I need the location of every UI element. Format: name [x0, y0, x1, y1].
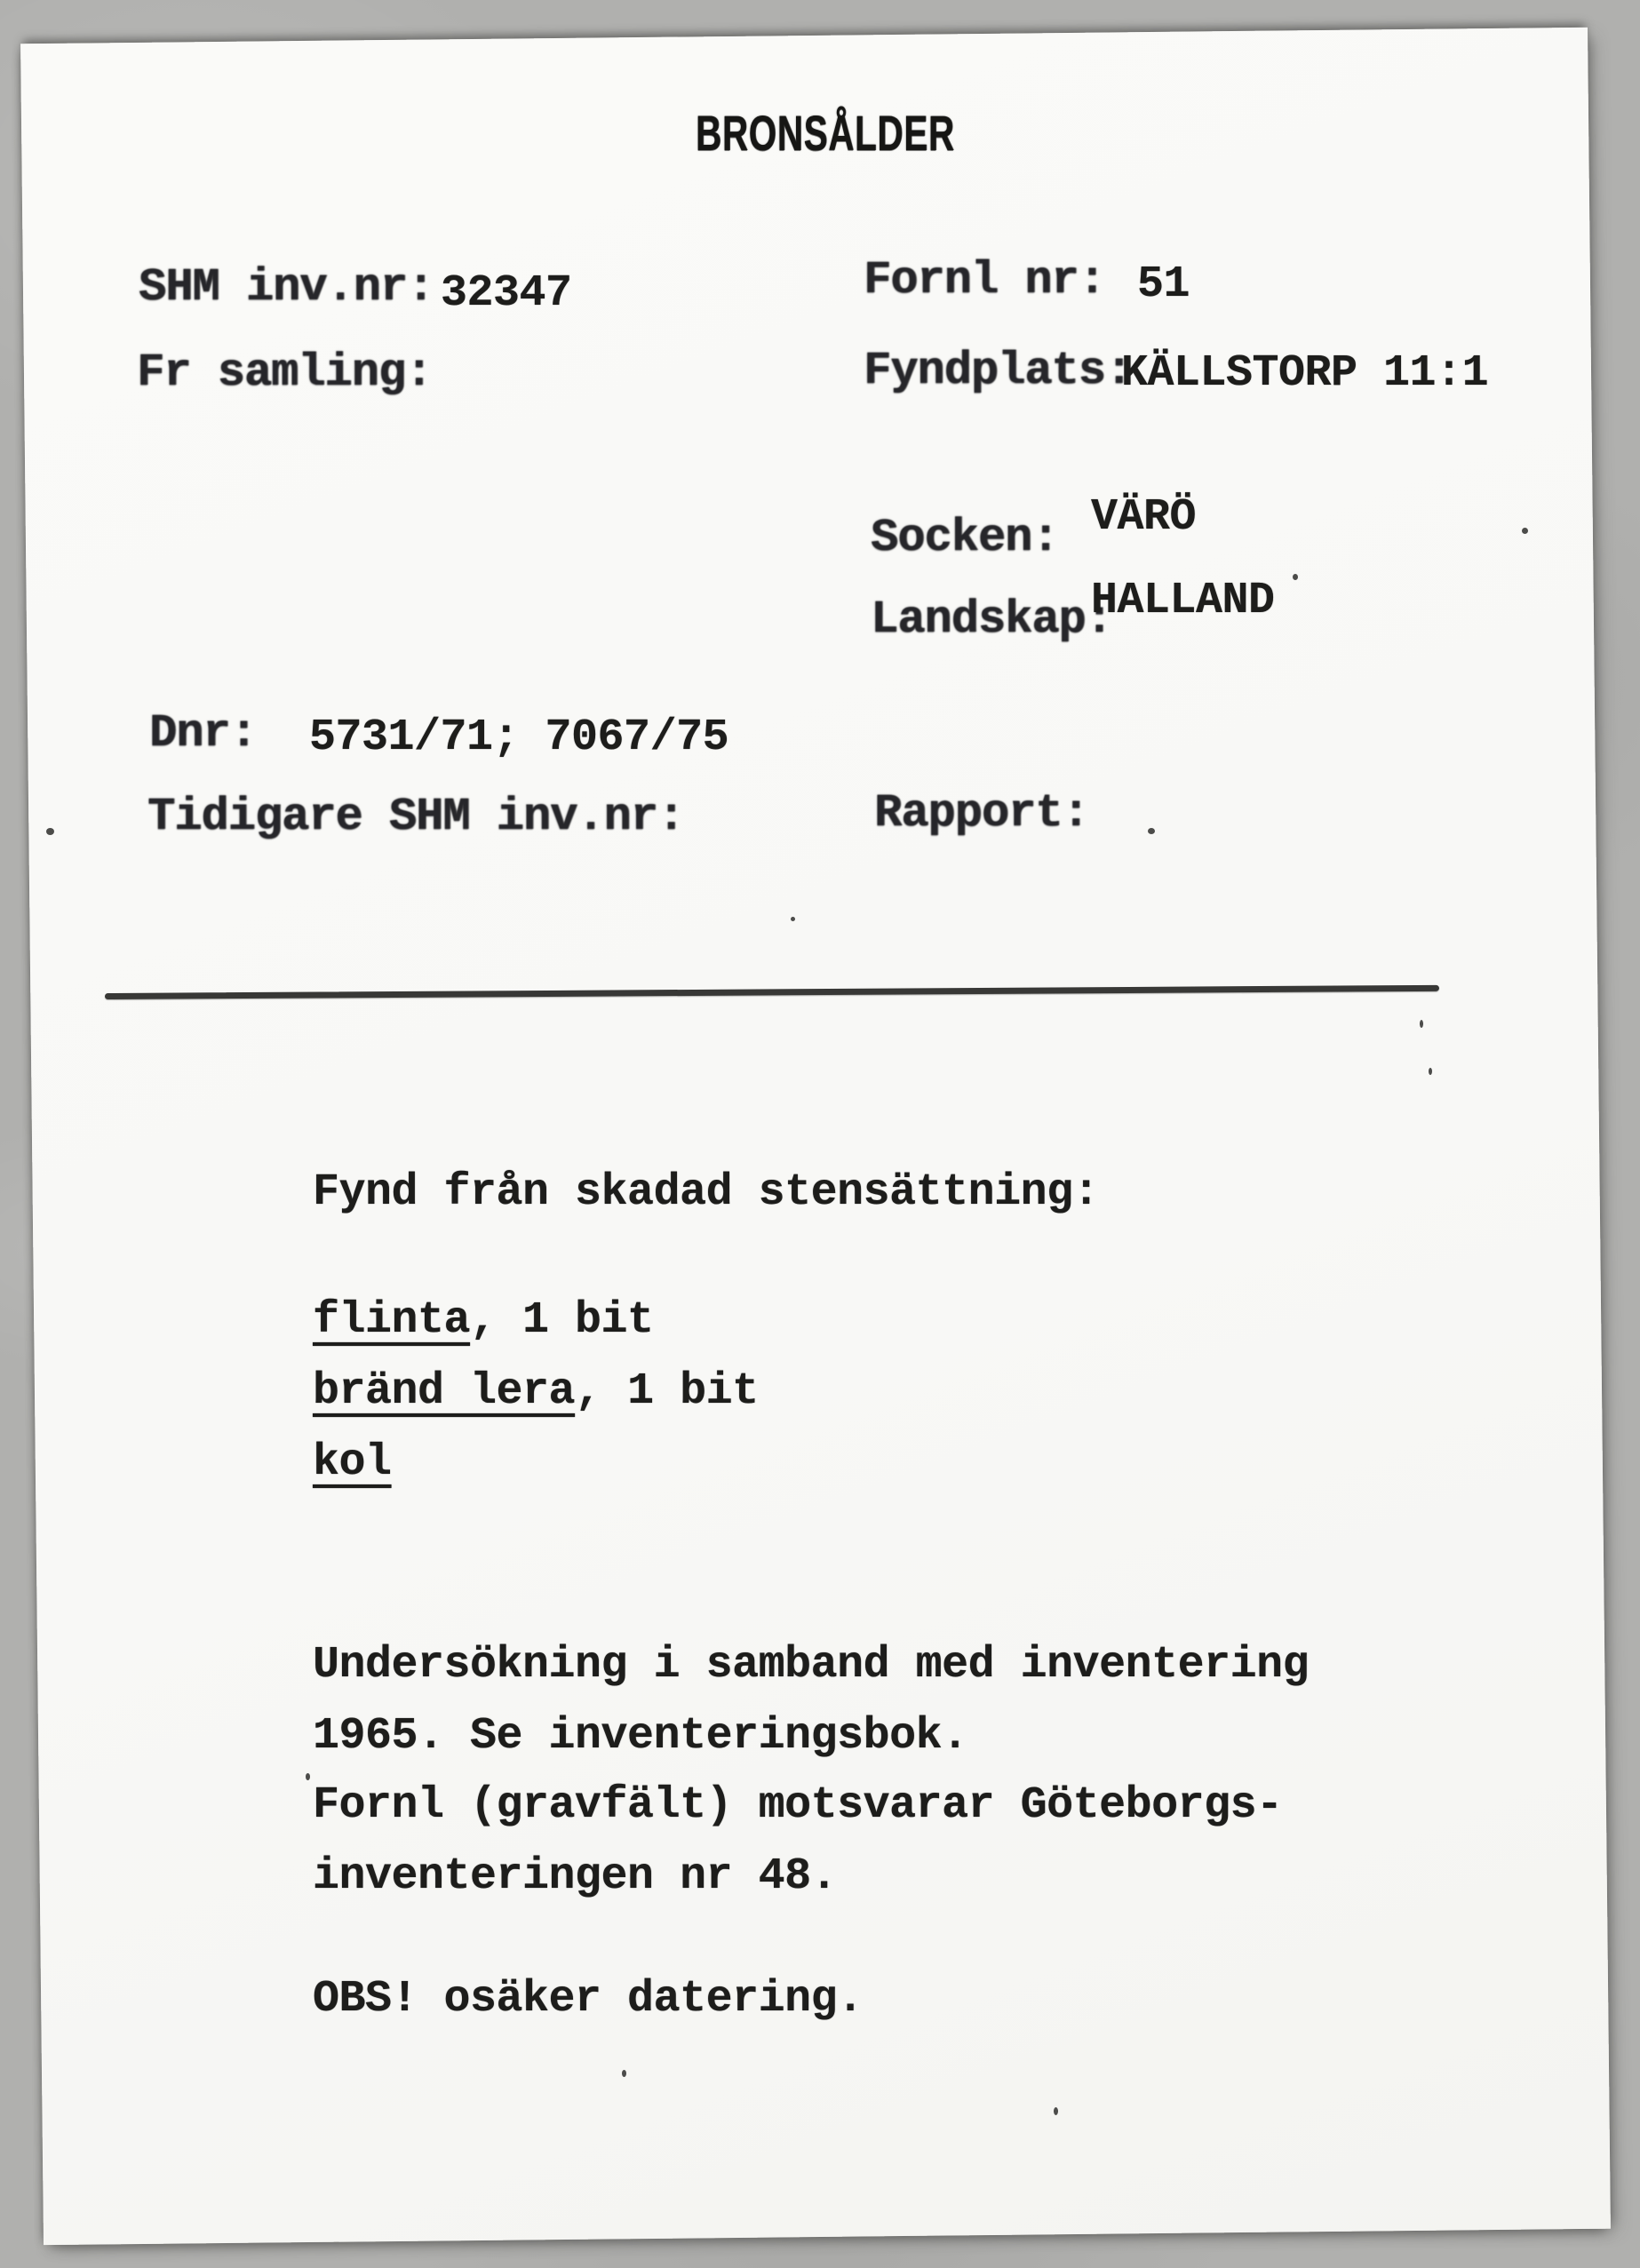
scan-speck — [1054, 2107, 1058, 2115]
field-label-tidigare-shm-inv: Tidigare SHM inv.nr: — [147, 791, 685, 843]
scan-speck — [46, 828, 54, 835]
field-value-socken: VÄRÖ — [1091, 492, 1197, 543]
finds-heading: Fynd från skadad stensättning: — [313, 1167, 1100, 1218]
find-qty: , 1 bit — [470, 1295, 654, 1346]
scan-speck — [1420, 1020, 1423, 1028]
find-qty: , 1 bit — [575, 1366, 759, 1417]
find-item — [313, 1366, 759, 1417]
field-value-shm-inv: 32347 — [441, 268, 572, 319]
scan-speck — [1148, 828, 1155, 834]
find-name: bränd lera — [313, 1366, 576, 1417]
note-line: inventeringen nr 48. — [313, 1851, 838, 1902]
note-line: Fornl (gravfält) motsvarar Göteborgs- — [313, 1780, 1283, 1831]
field-label-fr-samling: Fr samling: — [137, 346, 433, 399]
scan-speck — [1522, 528, 1528, 534]
field-label-socken: Socken: — [871, 512, 1059, 564]
remark-line: OBS! osäker datering. — [313, 1974, 864, 2025]
scan-speck — [622, 2070, 626, 2077]
field-value-dnr: 5731/71; 7067/75 — [309, 712, 729, 763]
field-label-shm-inv: SHM inv.nr: — [139, 261, 434, 314]
page-title: BRONSÅLDER — [696, 105, 955, 161]
note-line: Undersökning i samband med inventering — [313, 1640, 1310, 1691]
field-value-landskap: HALLAND — [1091, 576, 1275, 626]
field-label-fornl-nr: Fornl nr: — [864, 254, 1105, 306]
field-label-landskap: Landskap: — [871, 593, 1112, 646]
find-item — [313, 1295, 654, 1346]
field-value-fyndplats: KÄLLSTORP 11:1 — [1121, 348, 1489, 399]
find-item — [313, 1437, 392, 1488]
scan-speck — [1429, 1068, 1432, 1075]
scan-speck — [791, 917, 795, 921]
field-label-rapport: Rapport: — [874, 787, 1089, 840]
field-label-fyndplats: Fyndplats: — [864, 345, 1133, 397]
find-name: flinta — [313, 1295, 471, 1346]
note-line: 1965. Se inventeringsbok. — [313, 1711, 968, 1762]
scan-speck — [306, 1773, 310, 1780]
find-name: kol — [313, 1437, 392, 1488]
field-label-dnr: Dnr: — [149, 707, 257, 760]
field-value-fornl-nr: 51 — [1137, 259, 1190, 310]
scan-speck — [1293, 574, 1298, 580]
